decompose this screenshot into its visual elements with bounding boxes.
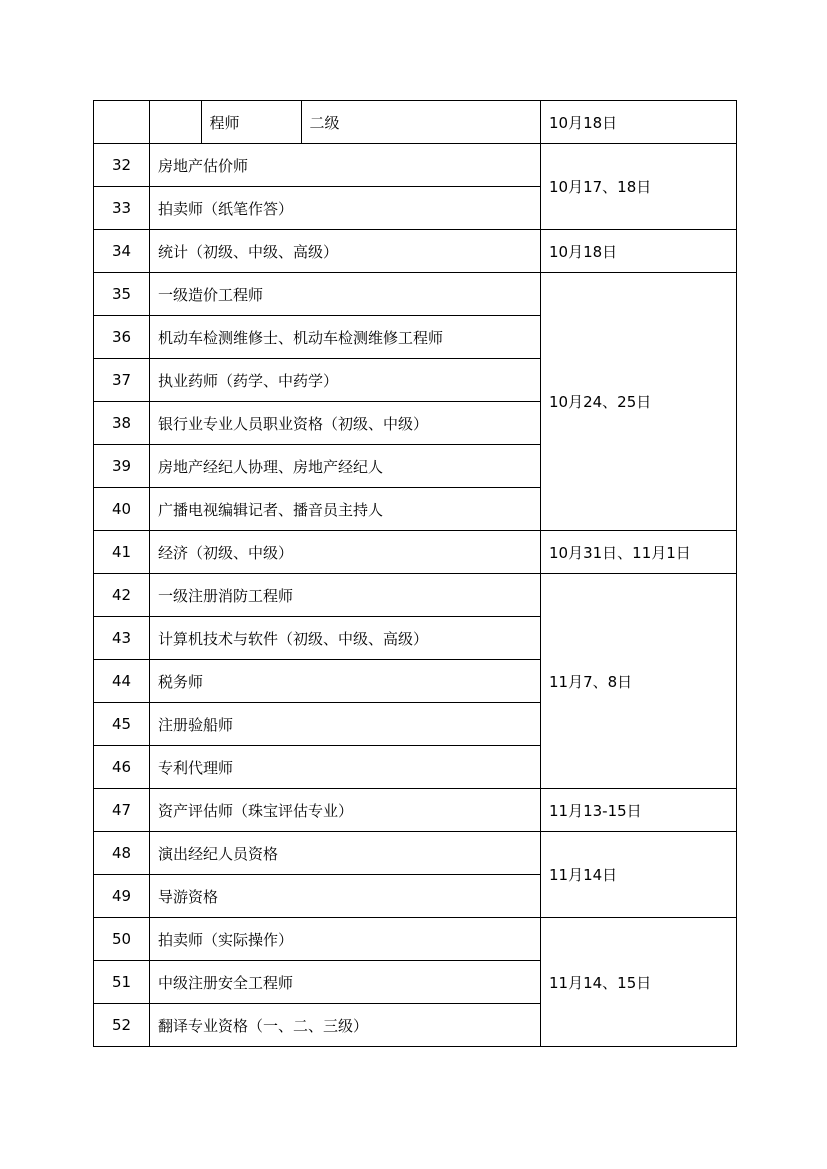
exam-name: 资产评估师（珠宝评估专业） [150, 789, 541, 832]
exam-name: 导游资格 [150, 875, 541, 918]
exam-schedule-table [93, 100, 737, 1047]
table-row [94, 574, 737, 617]
exam-name: 银行业专业人员职业资格（初级、中级） [150, 402, 541, 445]
exam-date: 11月14、15日 [541, 918, 737, 1047]
exam-name: 专利代理师 [150, 746, 541, 789]
continued-name-cell [150, 101, 541, 144]
exam-name: 翻译专业资格（一、二、三级） [150, 1004, 541, 1047]
exam-name: 演出经纪人员资格 [150, 832, 541, 875]
row-number: 44 [94, 660, 150, 703]
exam-date: 10月17、18日 [541, 144, 737, 230]
row-number: 37 [94, 359, 150, 402]
row-number: 40 [94, 488, 150, 531]
exam-name: 房地产经纪人协理、房地产经纪人 [150, 445, 541, 488]
row-number: 36 [94, 316, 150, 359]
table-row [94, 230, 737, 273]
row-number: 51 [94, 961, 150, 1004]
row-number: 47 [94, 789, 150, 832]
exam-name: 中级注册安全工程师 [150, 961, 541, 1004]
exam-name: 一级造价工程师 [150, 273, 541, 316]
exam-name: 机动车检测维修士、机动车检测维修工程师 [150, 316, 541, 359]
row-number: 39 [94, 445, 150, 488]
table-row [94, 832, 737, 875]
table-row [94, 531, 737, 574]
exam-date: 10月31日、11月1日 [541, 531, 737, 574]
exam-name: 税务师 [150, 660, 541, 703]
table-row [94, 918, 737, 961]
row-number: 45 [94, 703, 150, 746]
exam-level: 二级 [309, 113, 340, 132]
exam-name: 广播电视编辑记者、播音员主持人 [150, 488, 541, 531]
row-number: 52 [94, 1004, 150, 1047]
exam-name: 拍卖师（纸笔作答） [150, 187, 541, 230]
row-number: 32 [94, 144, 150, 187]
row-number: 48 [94, 832, 150, 875]
row-number: 38 [94, 402, 150, 445]
row-number: 43 [94, 617, 150, 660]
exam-name: 经济（初级、中级） [150, 531, 541, 574]
row-number: 50 [94, 918, 150, 961]
row-number [94, 101, 150, 144]
exam-name: 房地产估价师 [150, 144, 541, 187]
row-number: 46 [94, 746, 150, 789]
row-number: 34 [94, 230, 150, 273]
row-number: 42 [94, 574, 150, 617]
table-row [94, 273, 737, 316]
table-row [94, 144, 737, 187]
exam-name: 计算机技术与软件（初级、中级、高级） [150, 617, 541, 660]
exam-date: 10月18日 [541, 230, 737, 273]
exam-name: 执业药师（药学、中药学） [150, 359, 541, 402]
row-number: 33 [94, 187, 150, 230]
exam-date: 10月24、25日 [541, 273, 737, 531]
exam-date: 10月18日 [541, 101, 737, 144]
row-number: 35 [94, 273, 150, 316]
exam-name: 注册验船师 [150, 703, 541, 746]
exam-name: 统计（初级、中级、高级） [150, 230, 541, 273]
blank-cell [158, 101, 201, 143]
exam-date: 11月7、8日 [541, 574, 737, 789]
exam-date: 11月13-15日 [541, 789, 737, 832]
exam-date: 11月14日 [541, 832, 737, 918]
row-number: 49 [94, 875, 150, 918]
exam-name: 拍卖师（实际操作） [150, 918, 541, 961]
exam-name: 一级注册消防工程师 [150, 574, 541, 617]
exam-name-part: 程师 [201, 101, 301, 143]
table-row [94, 101, 737, 144]
table-row [94, 789, 737, 832]
row-number: 41 [94, 531, 150, 574]
